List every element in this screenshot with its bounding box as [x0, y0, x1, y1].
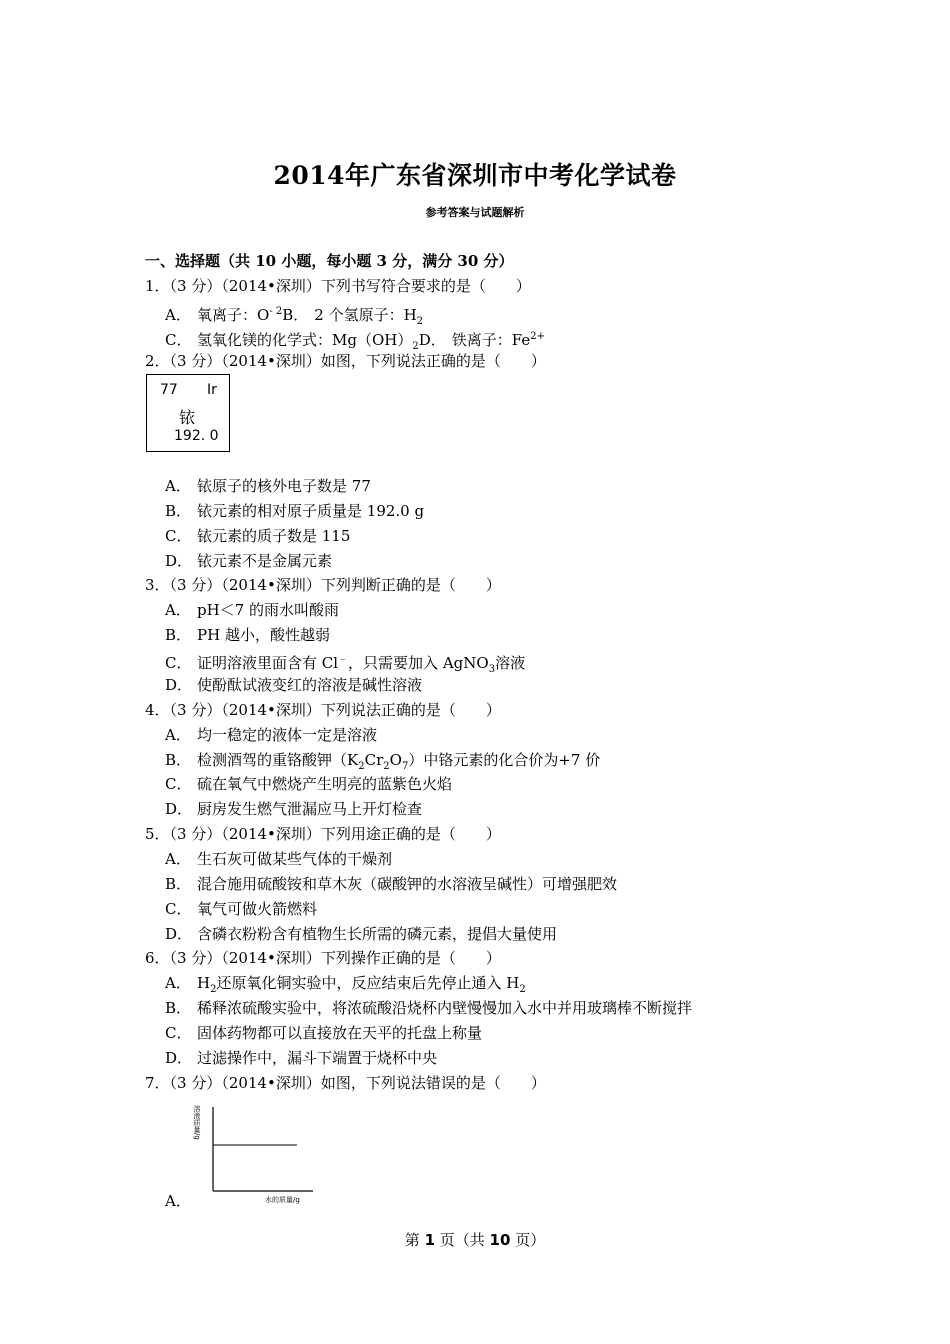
page-footer	[0, 1229, 950, 1250]
option-text: 氧气可做火箭燃料	[197, 900, 318, 918]
option-text: 氢氧化镁的化学式：Mg（OH）	[197, 331, 413, 349]
option-label: A．	[165, 850, 191, 868]
footer-page-number: 1	[424, 1231, 435, 1249]
question-4-stem: 4．（3 分）（2014•深圳）下列说法正确的是（ ）	[145, 701, 501, 719]
option-text: pH＜7 的雨水叫酸雨	[197, 601, 339, 619]
option-label: A．	[165, 306, 191, 324]
option-label: B．	[282, 306, 309, 324]
question-5-option-a	[165, 849, 392, 869]
subscript: 2	[416, 316, 424, 327]
element-symbol: Ir	[207, 382, 217, 398]
question-5-stem: 5．（3 分）（2014•深圳）下列用途正确的是（ ）	[145, 825, 501, 843]
option-text: 均一稳定的液体一定是溶液	[197, 726, 378, 744]
atomic-mass: 192. 0	[174, 428, 219, 444]
superscript: 2+	[530, 331, 545, 342]
footer-mid: 页（共	[435, 1231, 490, 1249]
question-6-option-a	[165, 973, 526, 1000]
question-3-option-a	[165, 600, 339, 620]
option-label: C．	[165, 331, 192, 349]
option-text: 硫在氧气中燃烧产生明亮的蓝紫色火焰	[197, 775, 453, 793]
option-text: 铱元素的质子数是 115	[197, 527, 351, 545]
option-text: 证明溶液里面含有 Cl	[197, 654, 339, 672]
option-label: B．	[165, 875, 192, 893]
option-text: 使酚酞试液变红的溶液是碱性溶液	[197, 676, 423, 694]
question-4-option-a	[165, 725, 377, 745]
question-6-option-b	[165, 998, 692, 1018]
option-label: D．	[165, 1049, 193, 1067]
question-2-option-d	[165, 551, 332, 571]
question-6-option-c	[165, 1023, 482, 1043]
option-label: D．	[418, 331, 446, 349]
page-subtitle: 参考答案与试题解析	[425, 206, 525, 219]
question-5-option-d	[165, 924, 557, 944]
option-text: 铁离子：Fe	[451, 331, 531, 349]
option-label: C．	[165, 654, 192, 672]
option-text: 铱元素的相对原子质量是 192.0 g	[197, 502, 425, 520]
subscript: 2	[210, 984, 217, 995]
option-text: H	[197, 974, 211, 992]
question-5-option-c	[165, 899, 317, 919]
option-text: 过滤操作中，漏斗下端置于烧杯中央	[197, 1049, 438, 1067]
question-4-option-c	[165, 774, 452, 794]
subscript: 2	[358, 761, 365, 772]
section-heading: 一、选择题（共 10 小题，每小题 3 分，满分 30 分）	[145, 252, 514, 270]
question-5-option-b	[165, 874, 617, 894]
option-label: B．	[165, 999, 192, 1017]
option-label: A．	[165, 974, 191, 992]
subscript: 7	[401, 761, 409, 772]
question-2-stem: 2．（3 分）（2014•深圳）如图，下列说法正确的是（ ）	[145, 352, 546, 370]
option-label: D．	[165, 552, 193, 570]
graph-y-label: 溶液质量/g	[193, 1105, 201, 1140]
question-6-stem: 6．（3 分）（2014•深圳）下列操作正确的是（ ）	[145, 949, 501, 967]
footer-prefix: 第	[404, 1231, 425, 1249]
question-2-option-a	[165, 476, 371, 496]
question-3-option-b	[165, 625, 330, 645]
question-6-option-d	[165, 1048, 437, 1068]
element-name: 铱	[179, 408, 196, 427]
option-label: A．	[165, 601, 191, 619]
question-3-option-d	[165, 675, 422, 695]
option-label: C．	[165, 900, 192, 918]
subscript: 2	[383, 761, 390, 772]
option-text: PH 越小，酸性越弱	[197, 626, 330, 644]
footer-total-pages: 10	[489, 1231, 511, 1249]
superscript: - 2	[269, 306, 283, 317]
option-text: 氧离子：O	[197, 306, 270, 324]
option-label: B．	[165, 626, 192, 644]
question-4-option-d	[165, 799, 422, 819]
question-2-option-c	[165, 526, 350, 546]
option-label: B．	[165, 751, 192, 769]
option-text: 溶液	[495, 654, 526, 672]
subscript: 2	[519, 984, 526, 995]
question-7-option-a	[165, 1191, 197, 1211]
option-text: ，只需要加入 AgNO	[348, 654, 489, 672]
question-4-option-b	[165, 750, 600, 777]
option-text: O	[389, 751, 402, 769]
superscript: ﹣	[338, 654, 349, 665]
atomic-number: 77	[160, 382, 178, 398]
element-card-figure	[146, 374, 230, 452]
option-label: D．	[165, 800, 193, 818]
footer-suffix: 页）	[510, 1231, 546, 1249]
option-label: C．	[165, 527, 192, 545]
option-text: 厨房发生燃气泄漏应马上开灯检查	[197, 800, 423, 818]
option-label: D．	[165, 925, 193, 943]
question-1-stem: 1．（3 分）（2014•深圳）下列书写符合要求的是（ ）	[145, 277, 531, 295]
option-text: 铱原子的核外电子数是 77	[197, 477, 371, 495]
option-label: C．	[165, 775, 192, 793]
subscript: 3	[488, 664, 496, 675]
option-label: A．	[165, 477, 191, 495]
option-text: Cr	[364, 751, 384, 769]
option-text: 稀释浓硫酸实验中，将浓硫酸沿烧杯内壁慢慢加入水中并用玻璃棒不断搅拌	[197, 999, 693, 1017]
page-title: 2014年广东省深圳市中考化学试卷	[273, 161, 677, 190]
option-label: B．	[165, 502, 192, 520]
option-label: A．	[165, 1192, 191, 1210]
question-2-option-b	[165, 501, 424, 521]
option-label: A．	[165, 726, 191, 744]
option-text: 生石灰可做某些气体的干燥剂	[197, 850, 393, 868]
option-text: 2 个氢原子：H	[314, 306, 417, 324]
question-7-stem: 7．（3 分）（2014•深圳）如图，下列说法错误的是（ ）	[145, 1074, 546, 1092]
option-text: 铱元素不是金属元素	[197, 552, 333, 570]
option-text: 检测酒驾的重铬酸钾（K	[197, 751, 359, 769]
graph-x-label: 水的质量/g	[265, 1196, 300, 1204]
option-label: D．	[165, 676, 193, 694]
option-text: ）中铬元素的化合价为+7 价	[408, 751, 601, 769]
solution-mass-graph	[195, 1095, 325, 1210]
option-text: 混合施用硫酸铵和草木灰（碳酸钾的水溶液呈碱性）可增强肥效	[197, 875, 618, 893]
question-3-stem: 3．（3 分）（2014•深圳）下列判断正确的是（ ）	[145, 576, 501, 594]
option-text: 固体药物都可以直接放在天平的托盘上称量	[197, 1024, 483, 1042]
option-text: 还原氧化铜实验中，反应结束后先停止通入 H	[216, 974, 520, 992]
option-label: C．	[165, 1024, 192, 1042]
option-text: 含磷衣粉粉含有植物生长所需的磷元素，提倡大量使用	[197, 925, 558, 943]
subscript: 2	[412, 341, 419, 352]
